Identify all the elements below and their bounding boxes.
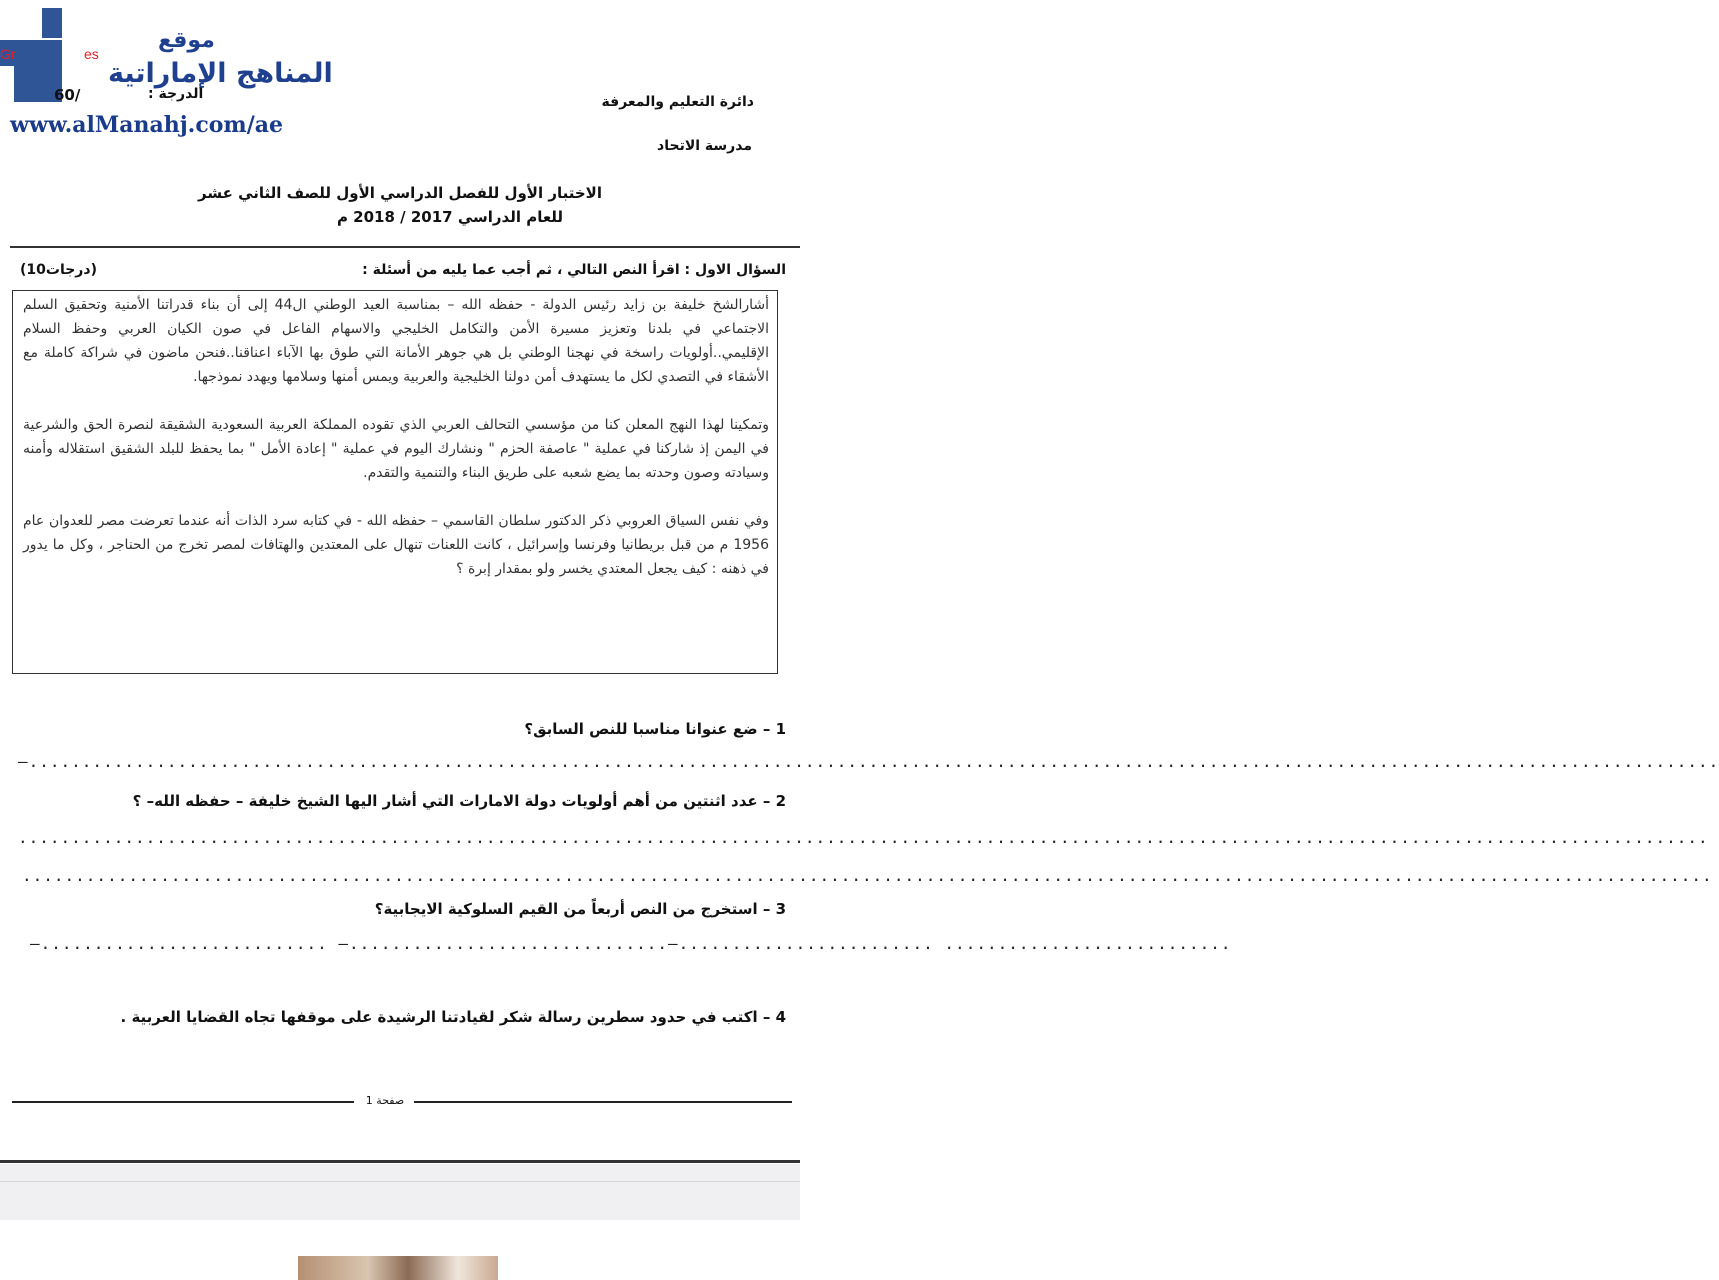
watermark-site-name: المناهج الإماراتية	[108, 58, 333, 89]
page-bottom-rule	[0, 1160, 800, 1163]
score-value: 60/	[54, 86, 81, 104]
page-number: صفحة 1	[365, 1094, 405, 1107]
footer-rule-left	[12, 1101, 354, 1103]
answer-line[interactable]: –........................... –..............................–........................ ...........................	[30, 934, 1232, 953]
next-page-image-thumbnail	[298, 1256, 498, 1280]
answer-line[interactable]: ...............................................................................................................................................................	[18, 828, 1709, 847]
question1-heading: السؤال الاول : اقرأ النص التالي ، ثم أجب عما يليه من أسئلة :	[362, 262, 786, 278]
watermark-site-label: موقع	[158, 28, 215, 53]
exam-title: الاختبار الأول للفصل الدراسي الأول للصف الثاني عشر	[198, 184, 602, 202]
footer-rule-right	[414, 1101, 792, 1103]
school-name: مدرسة الاتحاد	[657, 138, 752, 154]
question-1: 1 – ضع عنوانا مناسبا للنص السابق؟	[524, 720, 786, 738]
passage-paragraph-3: وفي نفس السياق العروبي ذكر الدكتور سلطان القاسمي – حفظه الله - في كتابه سرد الذات أنه عندما تعرضت مصر للعدوان عام 1956 م من قبل بريطانيا وفرنسا وإسرائيل ، كانت اللعنات تنهال على المعتدين والهتافات لمصر تخرج من الحناجر ، وكل ما يدور في ذهنه : كيف يجعل المعتدي يخسر ولو بمقدار إبرة ؟	[23, 513, 769, 577]
answer-line[interactable]: –...............................................................................................................................................................	[18, 752, 1719, 771]
watermark-fragment-left: Gr	[0, 46, 16, 62]
score-label: الدرجة :	[148, 86, 204, 102]
reading-passage-box	[12, 290, 778, 674]
passage-paragraph-2: وتمكينا لهذا النهج المعلن كنا من مؤسسي التحالف العربي الذي تقوده المملكة العربية السعودية الشقيقة لنصرة الحق والشرعية في اليمن إذ شاركنا في عملية " عاصفة الحزم " ونشارك اليوم في عملية " إعادة الأمل " بما يحفظ للبلد الشقيق استقلاله وأمنه وسيادته وصون وحدته بما يضع شعبه على طريق البناء والتنمية والتقدم.	[23, 417, 769, 481]
question-4: 4 – اكتب في حدود سطرين رسالة شكر لقيادتنا الرشيدة على موقفها تجاه القضايا العربية .	[120, 1008, 786, 1026]
question-2: 2 – عدد اثنتين من أهم أولويات دولة الامارات التي أشار اليها الشيخ خليفة – حفظه الله– ؟	[132, 792, 786, 810]
passage-paragraph-1: أشارالشخ خليفة بن زايد رئيس الدولة - حفظه الله – بمناسبة العيد الوطني ال44 إلى أن بناء قدراتنا الأمنية وتحقيق السلم الاجتماعي في بلدنا وتعزيز مسيرة الأمن والتكامل الخليجي والاسهام الفاعل في صون الكيان العربي وحفظ السلام الإقليمي..أولويات راسخة في نهجنا الوطني بل هي جوهر الأمانة التي طوق بها الآباء اعناقنا..فنحن ماضون في شراكة كاملة مع الأشقاء في التصدي لكل ما يستهدف أمن دولنا الخليجية والعربية ويمس أمنها وسلامها ويهدد نموذجها.	[23, 297, 769, 385]
header-divider	[10, 246, 800, 248]
exam-year: للعام الدراسي 2017 / 2018 م	[336, 208, 564, 226]
department-name: دائرة التعليم والمعرفة	[601, 94, 754, 110]
question-3: 3 – استخرج من النص أربعاً من القيم السلوكية الايجابية؟	[374, 900, 786, 918]
answer-line[interactable]: ...............................................................................................................................................................	[22, 866, 1713, 885]
page-gap-divider	[0, 1181, 800, 1182]
page-gap	[0, 1164, 800, 1220]
watermark-logo-square	[42, 8, 62, 38]
question1-marks: (10درجات)	[20, 262, 97, 278]
watermark-fragment-right: es	[84, 46, 99, 62]
watermark-url: www.alManahj.com/ae	[10, 112, 283, 138]
